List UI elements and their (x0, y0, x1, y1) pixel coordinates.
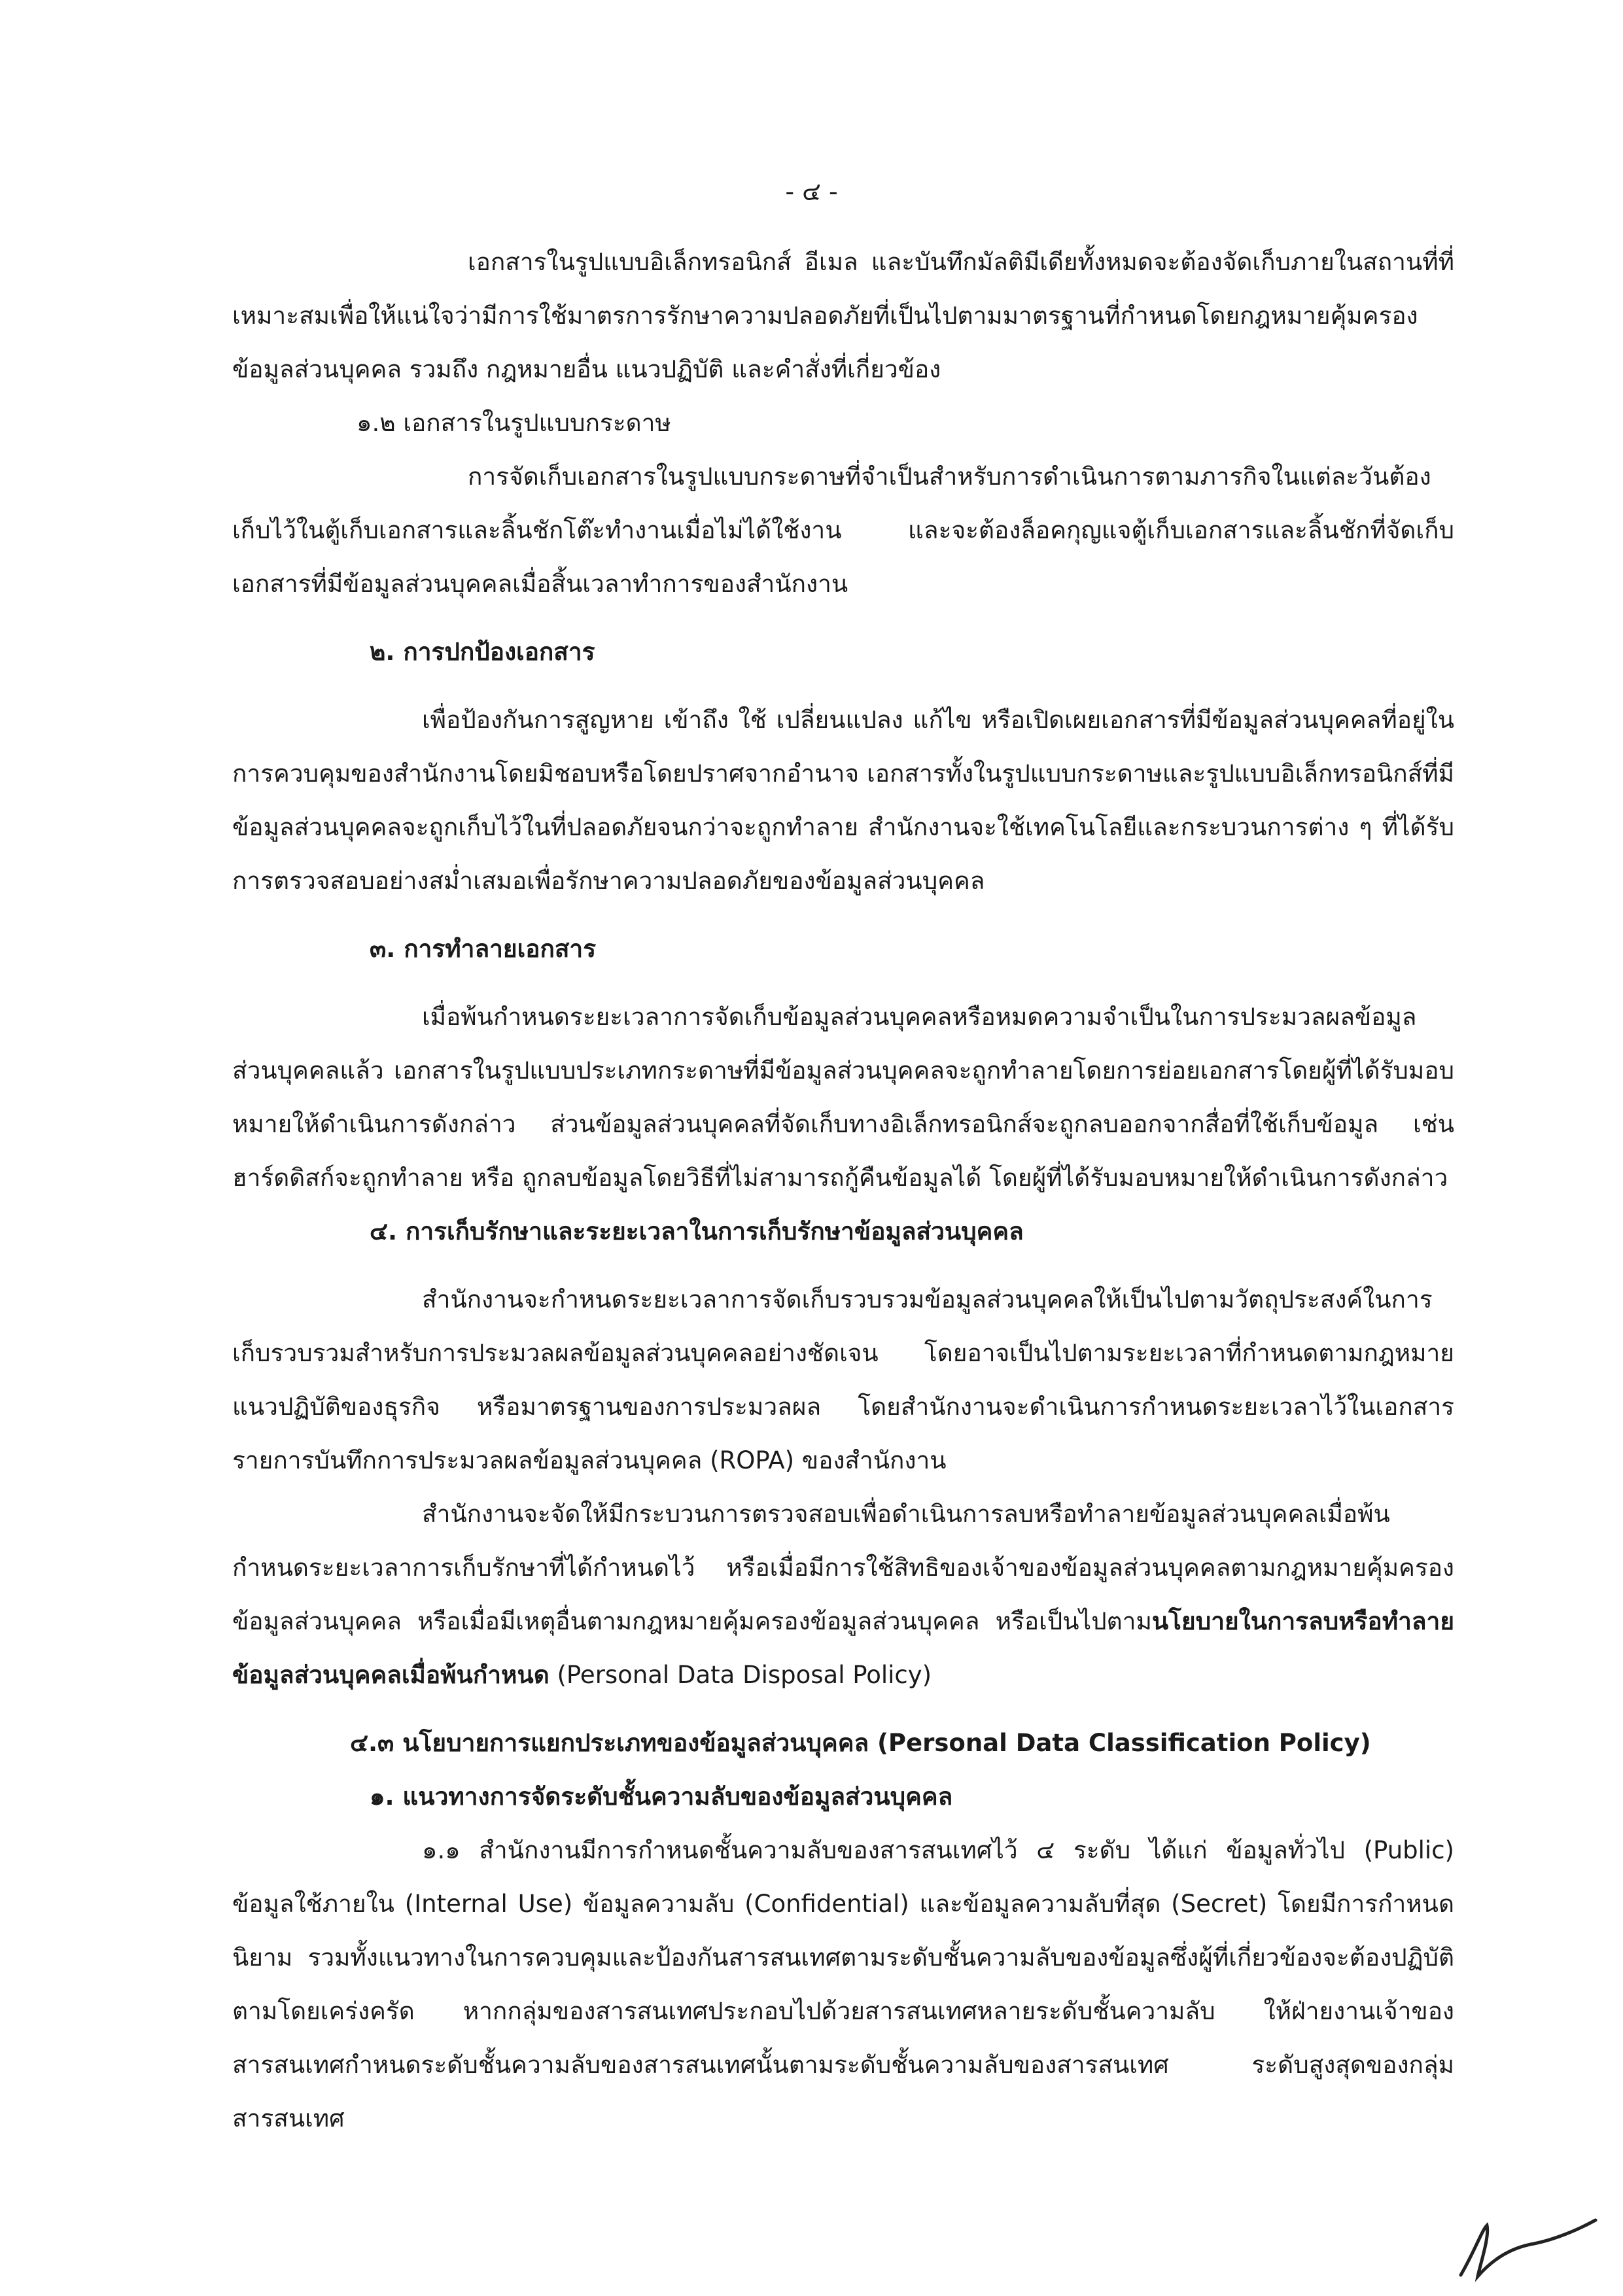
paragraph-document-protection: เพื่อป้องกันการสูญหาย เข้าถึง ใช้ เปลี่ยนแปลง แก้ไข หรือเปิดเผยเอกสารที่มีข้อมูลส่วนบุคคลที่อยู่ในการควบคุมของสำนักงานโดยมิชอบหรือโดยปราศจากอำนาจ เอกสารทั้งในรูปแบบกระดาษและรูปแบบอิเล็กทรอนิกส์ที่มีข้อมูลส่วนบุคคลจะถูกเก็บไว้ในที่ปลอดภัยจนกว่าจะถูกทำลาย สำนักงานจะใช้เทคโนโลยีและกระบวนการต่าง ๆ ที่ได้รับการตรวจสอบอย่างสม่ำเสมอเพื่อรักษาความปลอดภัยของข้อมูลส่วนบุคคล (232, 706, 1454, 895)
paragraph-retention-period: สำนักงานจะกำหนดระยะเวลาการจัดเก็บรวบรวมข้อมูลส่วนบุคคลให้เป็นไปตามวัตถุประสงค์ในการเก็บรวบรวมสำหรับการประมวลผลข้อมูลส่วนบุคคลอย่างชัดเจน โดยอาจเป็นไปตามระยะเวลาที่กำหนดตามกฎหมาย แนวปฏิบัติของธุรกิจ หรือมาตรฐานของการประมวลผล โดยสำนักงานจะดำเนินการกำหนดระยะเวลาไว้ในเอกสารรายการบันทึกการประมวลผลข้อมูลส่วนบุคคล (ROPA) ของสำนักงาน (232, 1285, 1454, 1474)
paragraph-document-destruction: เมื่อพ้นกำหนดระยะเวลาการจัดเก็บข้อมูลส่วนบุคคลหรือหมดความจำเป็นในการประมวลผลข้อมูลส่วนบุคคลแล้ว เอกสารในรูปแบบประเภทกระดาษที่มีข้อมูลส่วนบุคคลจะถูกทำลายโดยการย่อยเอกสารโดยผู้ที่ได้รับมอบหมายให้ดำเนินการดังกล่าว ส่วนข้อมูลส่วนบุคคลที่จัดเก็บทางอิเล็กทรอนิกส์จะถูกลบออกจากสื่อที่ใช้เก็บข้อมูล เช่น ฮาร์ดดิสก์จะถูกทำลาย หรือ ถูกลบข้อมูลโดยวิธีที่ไม่สามารถกู้คืนข้อมูลได้ โดยผู้ที่ได้รับมอบหมายให้ดำเนินการดังกล่าว (232, 1003, 1454, 1192)
heading-document-protection: ๒. การปกป้องเอกสาร (370, 638, 595, 666)
paragraph-paper-storage: การจัดเก็บเอกสารในรูปแบบกระดาษที่จำเป็นสำหรับการดำเนินการตามภารกิจในแต่ละวันต้องเก็บไว้ในตู้เก็บเอกสารและลิ้นชักโต๊ะทำงานเมื่อไม่ได้ใช้งาน และจะต้องล็อคกุญแจตู้เก็บเอกสารและลิ้นชักที่จัดเก็บเอกสารที่มีข้อมูลส่วนบุคคลเมื่อสิ้นเวลาทำการของสำนักงาน (232, 462, 1454, 598)
disposal-policy-english: (Personal Data Disposal Policy) (549, 1661, 932, 1689)
heading-retention: ๔. การเก็บรักษาและระยะเวลาในการเก็บรักษาข้อมูลส่วนบุคคล (370, 1217, 1024, 1245)
disposal-policy-emphasis: นโยบายในการลบหรือทำลายข้อมูลส่วนบุคคลเมื่อพ้นกำหนด (232, 1607, 1454, 1689)
paragraph-retention-review (232, 1487, 1454, 1702)
document-body (232, 235, 1454, 2146)
page-number: - ๔ - (785, 177, 838, 206)
heading-document-destruction: ๓. การทำลายเอกสาร (370, 935, 597, 963)
retention-review-text: สำนักงานจะจัดให้มีกระบวนการตรวจสอบเพื่อดำเนินการลบหรือทำลายข้อมูลส่วนบุคคลเมื่อพ้นกำหนดระยะเวลาการเก็บรักษาที่ได้กำหนดไว้ หรือเมื่อมีการใช้สิทธิของเจ้าของข้อมูลส่วนบุคคลตามกฎหมายคุ้มครองข้อมูลส่วนบุคคล หรือเมื่อมีเหตุอื่นตามกฎหมายคุ้มครองข้อมูลส่วนบุคคล หรือเป็นไปตาม (232, 1500, 1454, 1635)
subheading-paper-documents: ๑.๒ เอกสารในรูปแบบกระดาษ (357, 409, 671, 437)
signature-mark (1456, 2211, 1599, 2283)
paragraph-electronic-documents: เอกสารในรูปแบบอิเล็กทรอนิกส์ อีเมล และบันทึกมัลติมีเดียทั้งหมดจะต้องจัดเก็บภายในสถานที่ที่เหมาะสมเพื่อให้แน่ใจว่ามีการใช้มาตรการรักษาความปลอดภัยที่เป็นไปตามมาตรฐานที่กำหนดโดยกฎหมายคุ้มครองข้อมูลส่วนบุคคล รวมถึง กฎหมายอื่น แนวปฏิบัติ และคำสั่งที่เกี่ยวข้อง (232, 248, 1454, 383)
paragraph-classification-levels: ๑.๑ สำนักงานมีการกำหนดชั้นความลับของสารสนเทศไว้ ๔ ระดับ ได้แก่ ข้อมูลทั่วไป (Public) ข้อมูลใช้ภายใน (Internal Use) ข้อมูลความลับ (Confidential) และข้อมูลความลับที่สุด (Secret) โดยมีการกำหนดนิยาม รวมทั้งแนวทางในการควบคุมและป้องกันสารสนเทศตามระดับชั้นความลับของข้อมูลซึ่งผู้ที่เกี่ยวข้องจะต้องปฏิบัติตามโดยเคร่งครัด หากกลุ่มของสารสนเทศประกอบไปด้วยสารสนเทศหลายระดับชั้นความลับ ให้ฝ่ายงานเจ้าของสารสนเทศกำหนดระดับชั้นความลับของสารสนเทศนั้นตามระดับชั้นความลับของสารสนเทศ ระดับสูงสุดของกลุ่มสารสนเทศ (232, 1836, 1454, 2132)
heading-classification-guideline: ๑. แนวทางการจัดระดับชั้นความลับของข้อมูลส่วนบุคคล (370, 1783, 953, 1811)
heading-classification-policy: ๔.๓ นโยบายการแยกประเภทของข้อมูลส่วนบุคคล (Personal Data Classification Policy) (350, 1729, 1371, 1757)
